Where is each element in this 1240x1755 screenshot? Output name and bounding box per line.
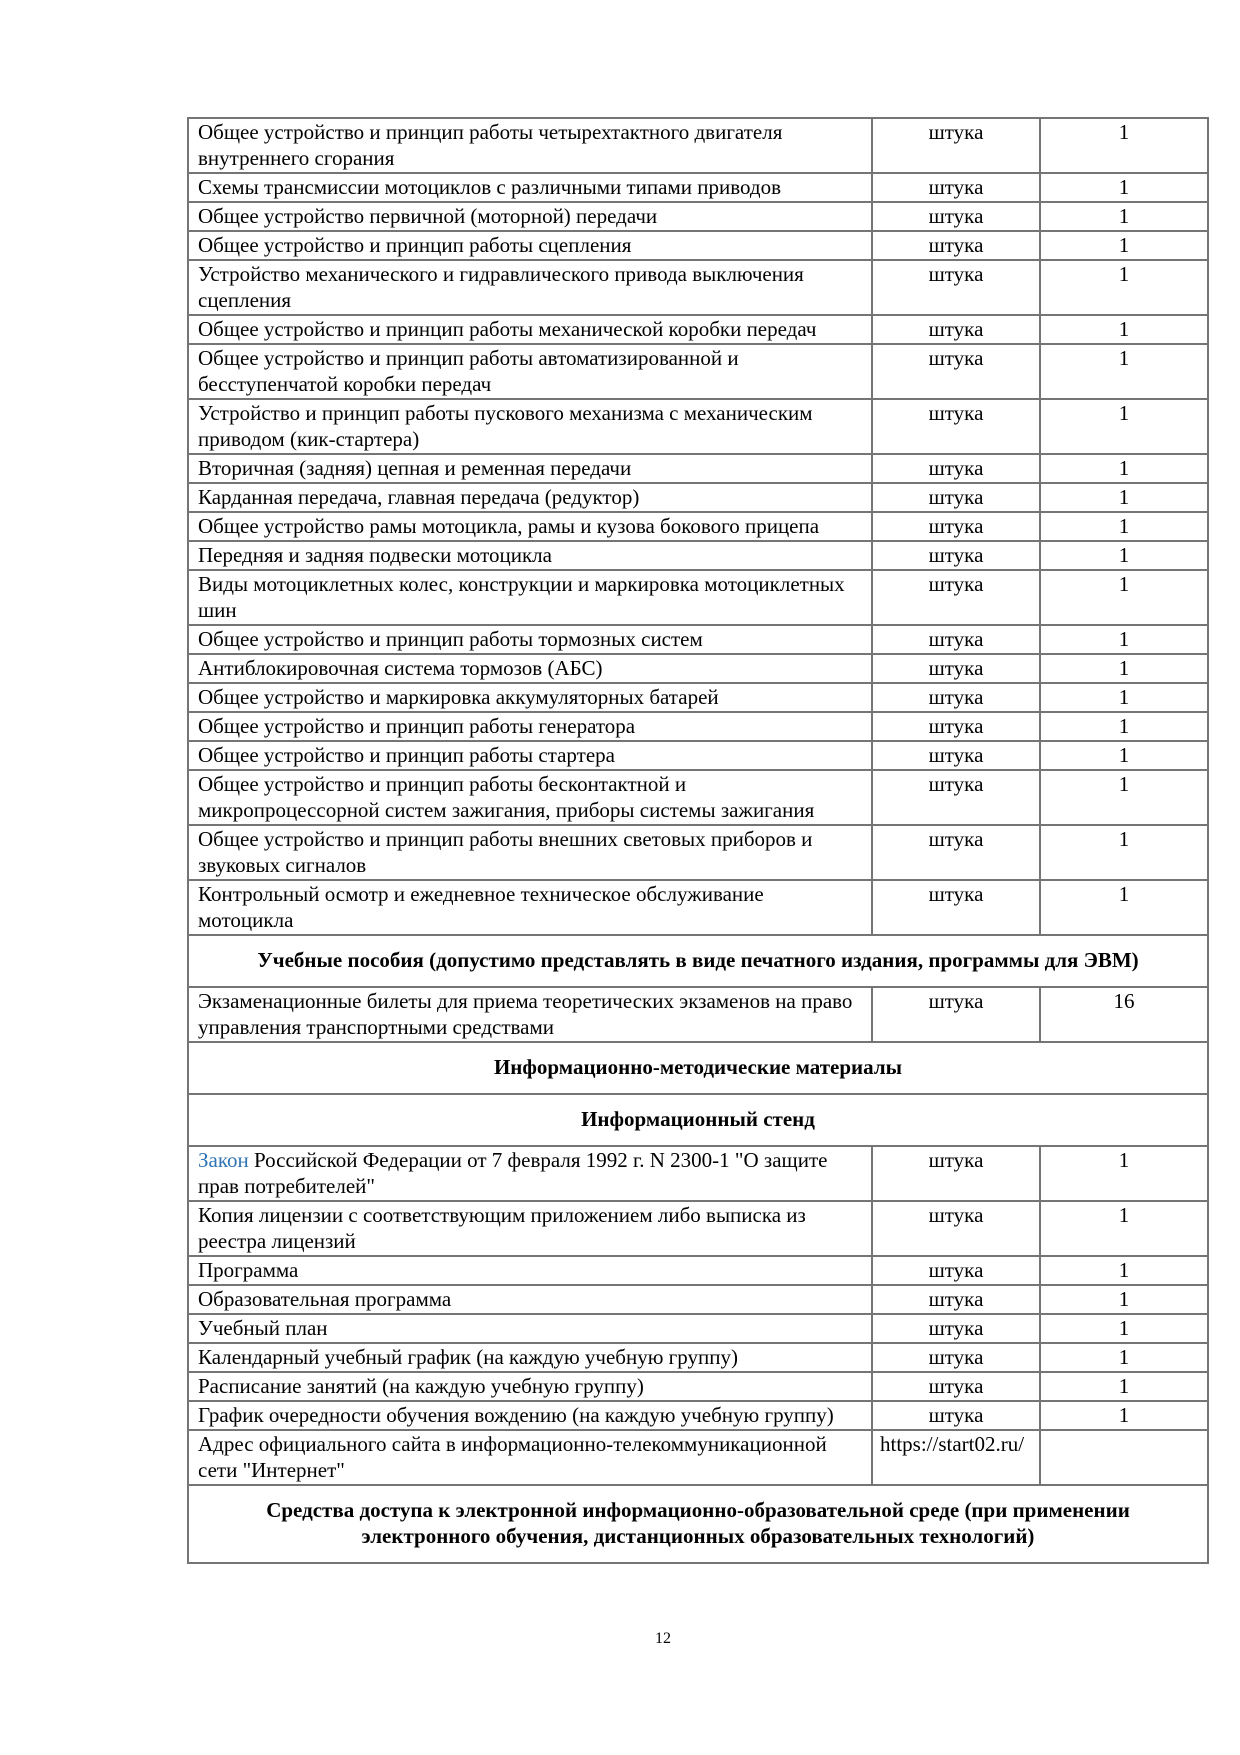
item-unit-cell: штука — [872, 1343, 1040, 1372]
section-header: Информационно-методические материалы — [188, 1042, 1208, 1094]
item-unit-cell: https://start02.ru/ — [872, 1430, 1040, 1485]
item-unit-cell: штука — [872, 315, 1040, 344]
item-unit-cell: штука — [872, 570, 1040, 625]
item-name-cell — [188, 541, 872, 570]
item-quantity-cell: 1 — [1040, 570, 1208, 625]
item-name: Экзаменационные билеты для приема теоретических экзаменов на право управления транспортными средствами — [198, 989, 853, 1039]
item-quantity-cell: 1 — [1040, 1201, 1208, 1256]
item-unit-cell: штука — [872, 683, 1040, 712]
item-quantity-cell: 1 — [1040, 260, 1208, 315]
item-unit-cell: штука — [872, 231, 1040, 260]
item-name-cell — [188, 880, 872, 935]
table-row — [188, 454, 1208, 483]
table-row — [188, 683, 1208, 712]
section-header-row — [188, 1485, 1208, 1563]
item-name-cell — [188, 1314, 872, 1343]
table-row — [188, 118, 1208, 173]
table-row — [188, 1430, 1208, 1485]
item-unit-cell: штука — [872, 454, 1040, 483]
item-name: Антиблокировочная система тормозов (АБС) — [198, 656, 603, 680]
item-unit-cell: штука — [872, 173, 1040, 202]
table-row — [188, 202, 1208, 231]
item-quantity-cell: 1 — [1040, 741, 1208, 770]
item-name: Передняя и задняя подвески мотоцикла — [198, 543, 552, 567]
item-quantity-cell: 1 — [1040, 541, 1208, 570]
item-unit-cell: штука — [872, 712, 1040, 741]
item-name-cell — [188, 260, 872, 315]
item-name-cell — [188, 315, 872, 344]
item-name-cell — [188, 344, 872, 399]
item-quantity-cell: 1 — [1040, 202, 1208, 231]
item-name-cell — [188, 987, 872, 1042]
item-unit-cell: штука — [872, 741, 1040, 770]
section-header-row — [188, 935, 1208, 987]
item-name-cell — [188, 1401, 872, 1430]
item-unit-cell: штука — [872, 344, 1040, 399]
item-unit-cell: штука — [872, 654, 1040, 683]
item-name-cell — [188, 683, 872, 712]
table-row — [188, 1285, 1208, 1314]
table-row — [188, 173, 1208, 202]
table-row — [188, 1343, 1208, 1372]
table-row — [188, 770, 1208, 825]
item-quantity-cell: 1 — [1040, 454, 1208, 483]
table-row — [188, 399, 1208, 454]
item-name: Карданная передача, главная передача (редуктор) — [198, 485, 640, 509]
item-quantity-cell: 1 — [1040, 654, 1208, 683]
table-row — [188, 712, 1208, 741]
item-name-cell — [188, 570, 872, 625]
item-quantity-cell: 1 — [1040, 1372, 1208, 1401]
item-unit-cell: штука — [872, 1256, 1040, 1285]
table-row — [188, 625, 1208, 654]
item-name-cell — [188, 770, 872, 825]
item-quantity-cell: 16 — [1040, 987, 1208, 1042]
page-number: 12 — [655, 1630, 671, 1647]
item-quantity-cell: 1 — [1040, 1256, 1208, 1285]
item-quantity-cell: 1 — [1040, 625, 1208, 654]
item-name: Общее устройство и принцип работы генератора — [198, 714, 636, 738]
item-name-cell — [188, 202, 872, 231]
item-unit-cell: штука — [872, 118, 1040, 173]
item-unit-cell: штука — [872, 512, 1040, 541]
table-row — [188, 1372, 1208, 1401]
item-unit-cell: штука — [872, 202, 1040, 231]
item-unit-cell: штука — [872, 1401, 1040, 1430]
item-name-cell — [188, 1430, 872, 1485]
item-name-cell — [188, 1146, 872, 1201]
section-header: Информационный стенд — [188, 1094, 1208, 1146]
item-unit-cell: штука — [872, 880, 1040, 935]
table-row — [188, 231, 1208, 260]
item-name: Общее устройство и маркировка аккумуляторных батарей — [198, 685, 719, 709]
item-name: Общее устройство и принцип работы четырехтактного двигателя внутреннего сгорания — [198, 120, 783, 170]
item-quantity-cell: 1 — [1040, 1401, 1208, 1430]
item-name: Общее устройство и принцип работы внешних световых приборов и звуковых сигналов — [198, 827, 813, 877]
item-quantity-cell: 1 — [1040, 344, 1208, 399]
table-row — [188, 880, 1208, 935]
table-row — [188, 344, 1208, 399]
table-row — [188, 483, 1208, 512]
item-name: Российской Федерации от 7 февраля 1992 г. N 2300-1 "О защите прав потребителей" — [198, 1148, 828, 1198]
table-row — [188, 987, 1208, 1042]
item-name: Адрес официального сайта в информационно-телекоммуникационной сети "Интернет" — [198, 1432, 827, 1482]
item-name-cell — [188, 483, 872, 512]
item-quantity-cell: 1 — [1040, 770, 1208, 825]
item-name-cell — [188, 1201, 872, 1256]
item-name: Общее устройство первичной (моторной) передачи — [198, 204, 658, 228]
section-header: Средства доступа к электронной информационно-образовательной среде (при применении электронного обучения, дистанционных образовательных технологий) — [188, 1485, 1208, 1563]
law-link[interactable]: Закон — [198, 1148, 249, 1172]
item-name: Контрольный осмотр и ежедневное техническое обслуживание мотоцикла — [198, 882, 764, 932]
item-quantity-cell: 1 — [1040, 173, 1208, 202]
item-quantity-cell: 1 — [1040, 880, 1208, 935]
item-name: Устройство и принцип работы пускового механизма с механическим приводом (кик-стартера) — [198, 401, 813, 451]
item-unit-cell: штука — [872, 1146, 1040, 1201]
item-name-cell — [188, 118, 872, 173]
table-row — [188, 541, 1208, 570]
item-name: Копия лицензии с соответствующим приложением либо выписка из реестра лицензий — [198, 1203, 806, 1253]
item-name: Общее устройство и принцип работы бесконтактной и микропроцессорной систем зажигания, приборы системы зажигания — [198, 772, 815, 822]
item-name-cell — [188, 1285, 872, 1314]
item-name: Общее устройство рамы мотоцикла, рамы и кузова бокового прицепа — [198, 514, 820, 538]
item-quantity-cell: 1 — [1040, 315, 1208, 344]
item-name-cell — [188, 1256, 872, 1285]
item-name-cell — [188, 231, 872, 260]
section-header-row — [188, 1094, 1208, 1146]
table-row — [188, 825, 1208, 880]
item-unit-cell: штука — [872, 770, 1040, 825]
item-quantity-cell: 1 — [1040, 118, 1208, 173]
item-name: Общее устройство и принцип работы механической коробки передач — [198, 317, 817, 341]
item-name: График очередности обучения вождению (на каждую учебную группу) — [198, 1403, 834, 1427]
item-name: Общее устройство и принцип работы стартера — [198, 743, 615, 767]
item-quantity-cell: 1 — [1040, 712, 1208, 741]
table-row — [188, 260, 1208, 315]
item-quantity-cell: 1 — [1040, 483, 1208, 512]
item-name: Вторичная (задняя) цепная и ременная передачи — [198, 456, 632, 480]
table-row — [188, 315, 1208, 344]
item-name-cell — [188, 825, 872, 880]
item-name-cell — [188, 741, 872, 770]
table-row — [188, 741, 1208, 770]
item-unit-cell: штука — [872, 260, 1040, 315]
item-name-cell — [188, 1343, 872, 1372]
item-name-cell — [188, 712, 872, 741]
section-header-row — [188, 1042, 1208, 1094]
table-row — [188, 1314, 1208, 1343]
item-name: Схемы трансмиссии мотоциклов с различными типами приводов — [198, 175, 781, 199]
item-quantity-cell: 1 — [1040, 399, 1208, 454]
item-unit-cell: штука — [872, 541, 1040, 570]
item-name: Устройство механического и гидравлического привода выключения сцепления — [198, 262, 804, 312]
item-unit-cell: штука — [872, 399, 1040, 454]
item-quantity-cell: 1 — [1040, 512, 1208, 541]
item-name-cell — [188, 399, 872, 454]
item-quantity-cell: 1 — [1040, 1314, 1208, 1343]
item-name: Образовательная программа — [198, 1287, 452, 1311]
item-name-cell — [188, 512, 872, 541]
item-name: Виды мотоциклетных колес, конструкции и маркировка мотоциклетных шин — [198, 572, 845, 622]
table-row — [188, 1201, 1208, 1256]
item-name: Общее устройство и принцип работы сцепления — [198, 233, 632, 257]
table-row — [188, 1146, 1208, 1201]
table-row — [188, 512, 1208, 541]
item-name-cell — [188, 654, 872, 683]
section-header: Учебные пособия (допустимо представлять в виде печатного издания, программы для ЭВМ) — [188, 935, 1208, 987]
table-row — [188, 570, 1208, 625]
table-row — [188, 654, 1208, 683]
item-unit-cell: штука — [872, 1314, 1040, 1343]
table-row — [188, 1401, 1208, 1430]
item-unit-cell: штука — [872, 1285, 1040, 1314]
item-quantity-cell: 1 — [1040, 683, 1208, 712]
item-name: Общее устройство и принцип работы тормозных систем — [198, 627, 703, 651]
item-quantity-cell: 1 — [1040, 825, 1208, 880]
item-name: Программа — [198, 1258, 299, 1282]
item-name-cell — [188, 1372, 872, 1401]
item-quantity-cell: 1 — [1040, 1146, 1208, 1201]
item-quantity-cell: 1 — [1040, 1343, 1208, 1372]
item-name-cell — [188, 173, 872, 202]
item-unit-cell: штука — [872, 987, 1040, 1042]
item-name: Общее устройство и принцип работы автоматизированной и бесступенчатой коробки передач — [198, 346, 739, 396]
table-row — [188, 1256, 1208, 1285]
equipment-table-body — [188, 118, 1208, 1563]
item-unit-cell: штука — [872, 825, 1040, 880]
equipment-table — [187, 117, 1209, 1564]
item-unit-cell: штука — [872, 1201, 1040, 1256]
item-name: Учебный план — [198, 1316, 328, 1340]
item-quantity-cell: 1 — [1040, 1285, 1208, 1314]
item-name: Календарный учебный график (на каждую учебную группу) — [198, 1345, 738, 1369]
item-name-cell — [188, 625, 872, 654]
item-unit-cell: штука — [872, 483, 1040, 512]
item-unit-cell: штука — [872, 1372, 1040, 1401]
item-name-cell — [188, 454, 872, 483]
item-quantity-cell: 1 — [1040, 231, 1208, 260]
item-name: Расписание занятий (на каждую учебную группу) — [198, 1374, 644, 1398]
item-unit-cell: штука — [872, 625, 1040, 654]
item-quantity-cell — [1040, 1430, 1208, 1485]
